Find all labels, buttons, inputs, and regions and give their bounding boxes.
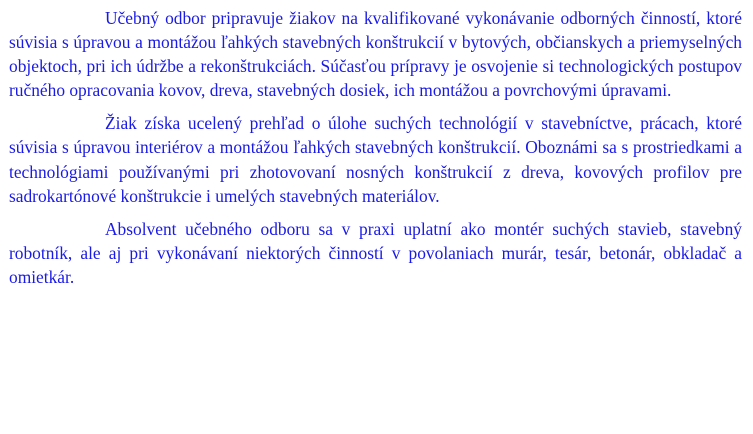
paragraph-graduate-careers: Absolvent učebného odboru sa v praxi uplatní ako montér suchých stavieb, stavebný robotník, ale aj pri vykonávaní niektorých činností v povolaniach murár, tesár, betonár, obkladač a omietkár. xyxy=(9,218,742,287)
document-body xyxy=(9,6,742,298)
paragraph-student-skills: Žiak získa ucelený prehľad o úlohe suchých technológií v stavebníctve, prácach, ktoré súvisia s úpravou interiérov a montážou ľahkých stavebných konštrukcií. Oboznámi sa s prostriedkami a technológiami používanými pri zhotovovaní nosných konštrukcií z dreva, kovových profilov pre sadrokartónové konštrukcie i umelých stavebných materiálov. xyxy=(9,113,742,206)
paragraph-program-description: Učebný odbor pripravuje žiakov na kvalifikované vykonávanie odborných činností, ktoré súvisia s úpravou a montážou ľahkých stavebných konštrukcií v bytových, občianskych a priemyselných objektoch, pri ich údržbe a rekonštrukciách. Súčasťou prípravy je osvojenie si technologických postupov ručného opracovania kovov, dreva, stavebných dosiek, ich montážou a povrchovými úpravami. xyxy=(9,8,742,101)
